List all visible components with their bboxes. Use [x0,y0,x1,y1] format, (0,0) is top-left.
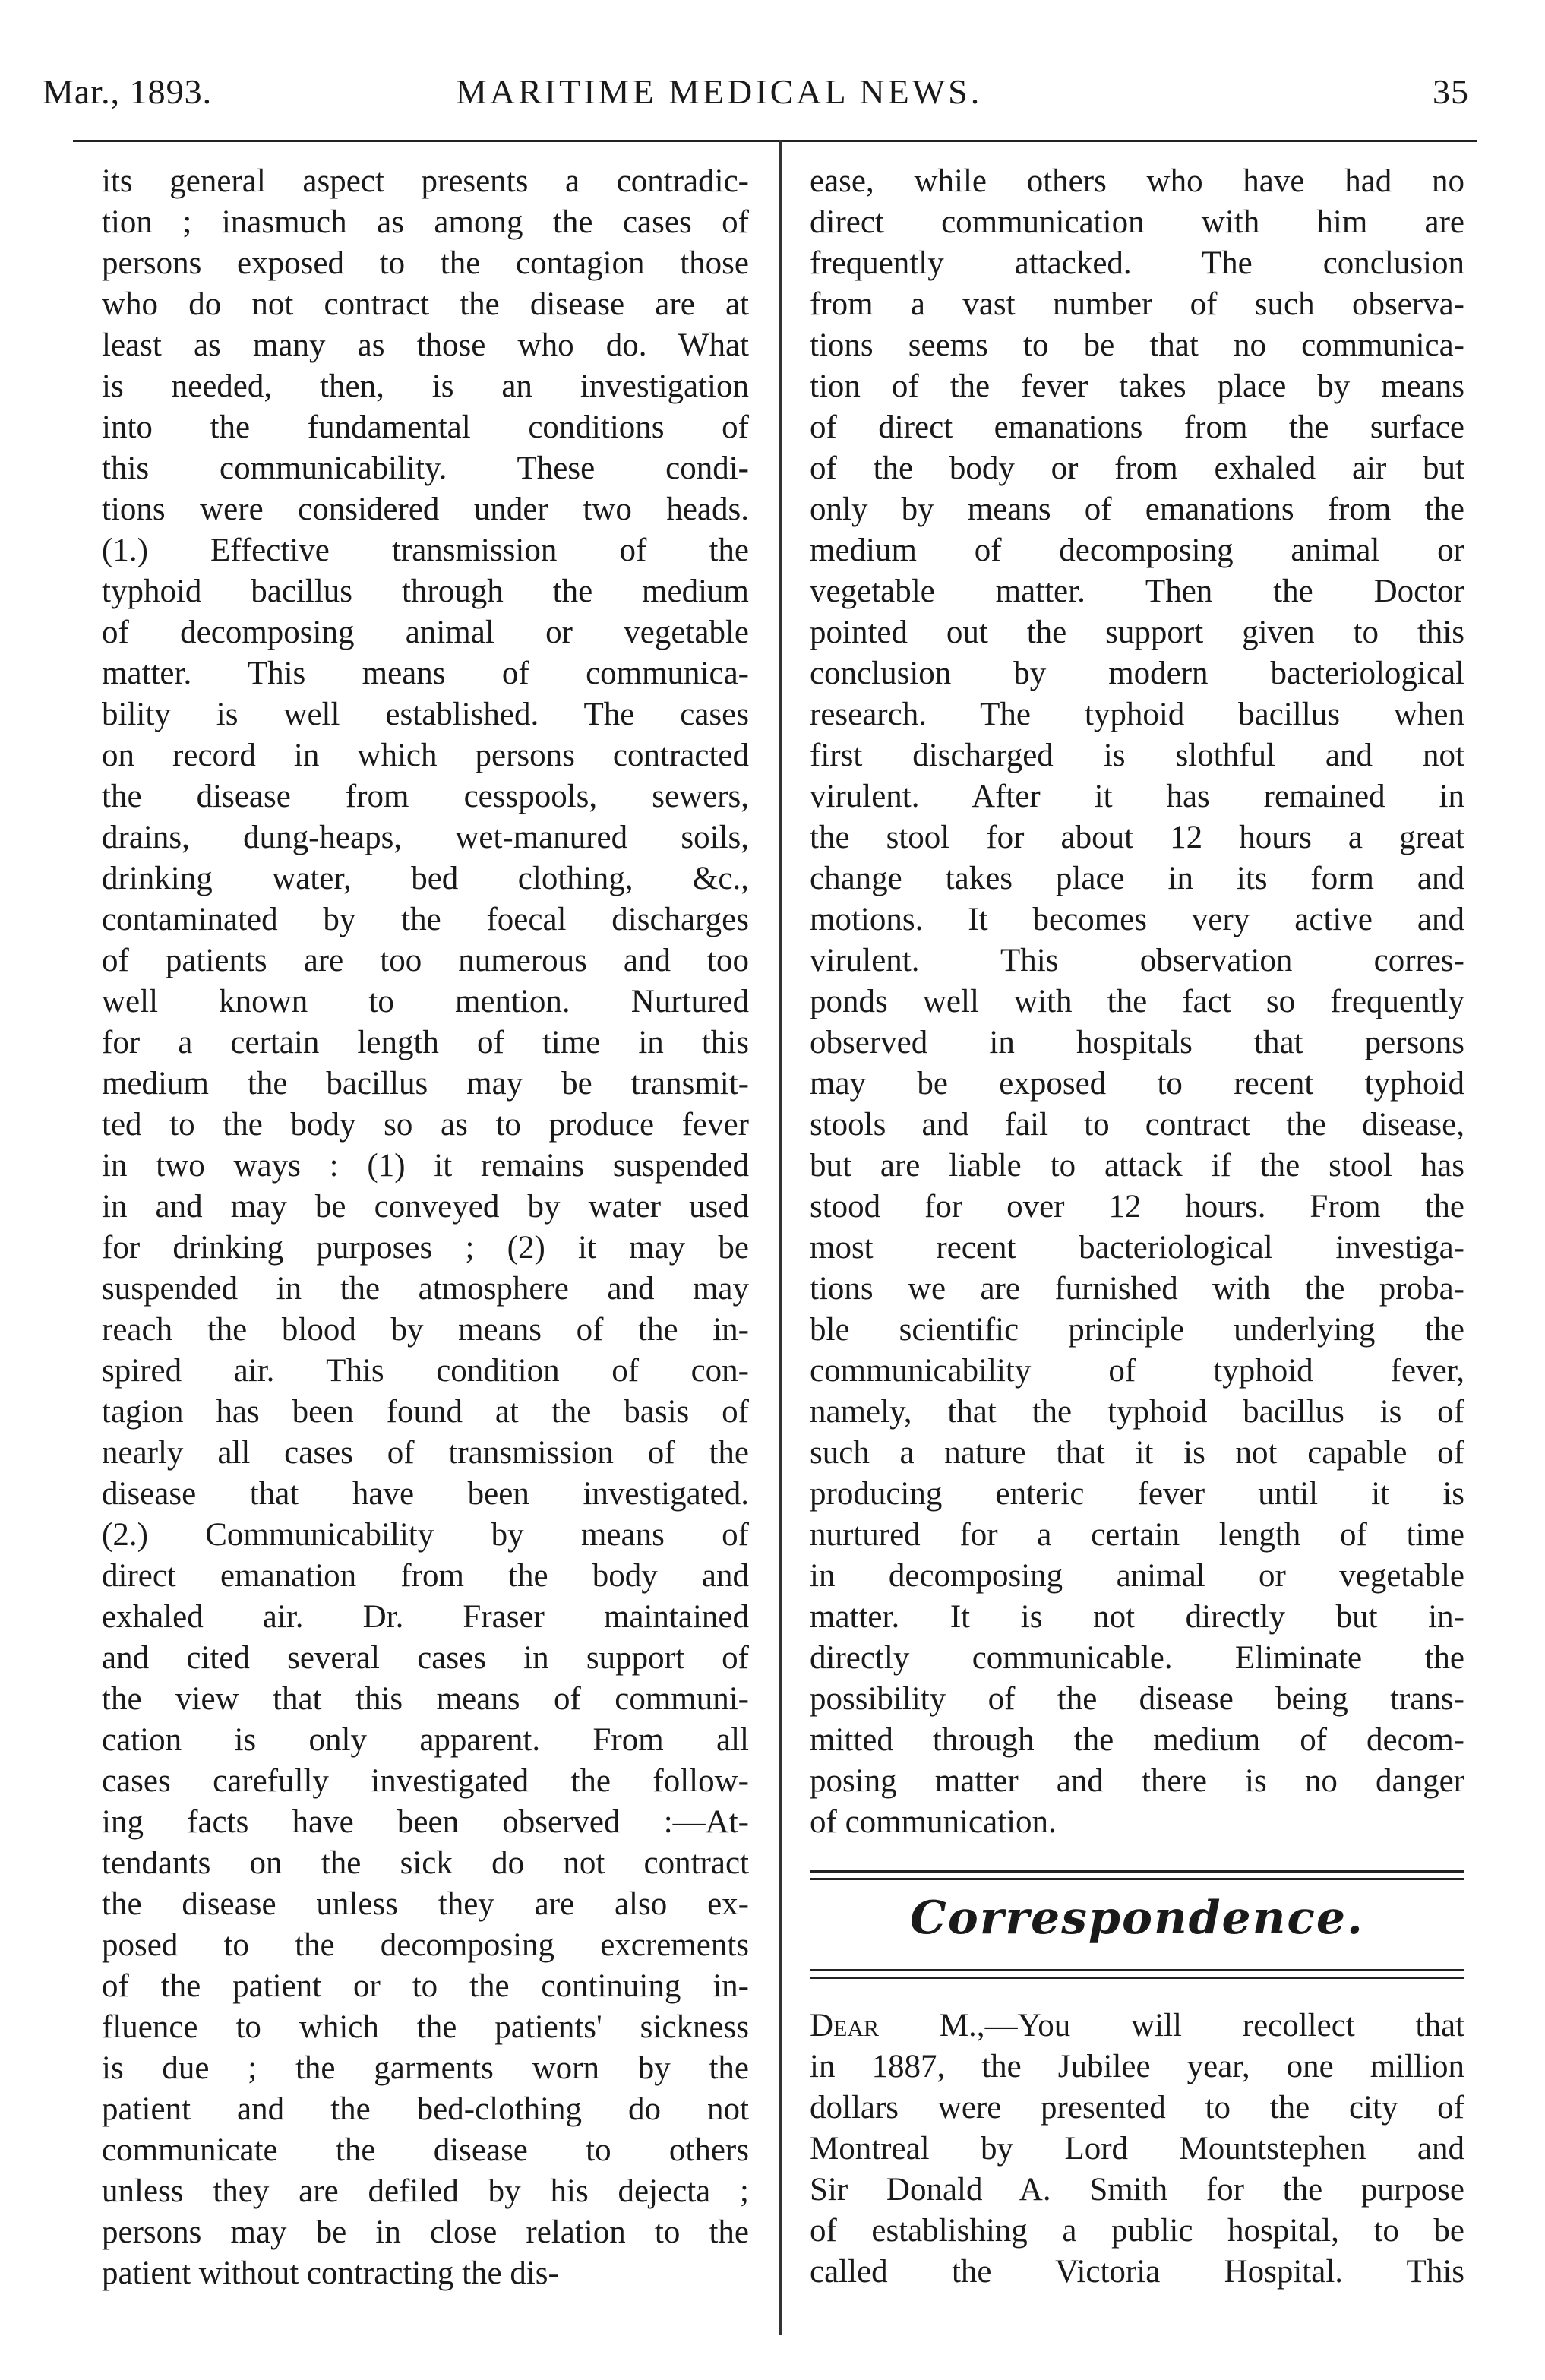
text-line: reach the blood by means of the in- [102,1312,749,1348]
section-title: Correspondence. [910,1892,1364,1945]
text-line: tagion has been found at the basis of [102,1394,749,1430]
text-line: most recent bacteriological investiga- [810,1230,1464,1266]
text-line: disease that have been investigated. [102,1476,749,1512]
text-line: typhoid bacillus through the medium [102,574,749,609]
text-line: only by means of emanations from the [810,491,1464,527]
text-line: for drinking purposes ; (2) it may be [102,1230,749,1266]
text-line: change takes place in its form and [810,861,1464,896]
text-line: tendants on the sick do not contract [102,1845,749,1881]
text-line: (1.) Effective transmission of the [102,533,749,568]
text-line: may be exposed to recent typhoid [810,1066,1464,1102]
text-line: but are liable to attack if the stool has [810,1148,1464,1184]
letter-line: dollars were presented to the city of [810,2090,1464,2126]
text-line: virulent. This observation corres- [810,943,1464,978]
text-line: first discharged is slothful and not [810,738,1464,773]
text-line: pointed out the support given to this [810,615,1464,650]
text-line: nearly all cases of transmission of the [102,1435,749,1471]
text-line: from a vast number of such observa- [810,286,1464,322]
text-line: ing facts have been observed :—At- [102,1804,749,1840]
text-line: is needed, then, is an investigation [102,368,749,404]
text-line: ble scientific principle underlying the [810,1312,1464,1348]
text-line: motions. It becomes very active and [810,902,1464,937]
text-line: in two ways : (1) it remains suspended [102,1148,749,1184]
text-line: matter. It is not directly but in- [810,1599,1464,1635]
text-line: virulent. After it has remained in [810,779,1464,814]
text-line: directly communicable. Eliminate the [810,1640,1464,1676]
text-line: tion ; inasmuch as among the cases of [102,204,749,240]
text-line: who do not contract the disease are at [102,286,749,322]
text-line: cation is only apparent. From all [102,1722,749,1758]
letter-line: of establishing a public hospital, to be [810,2213,1464,2249]
right-column [810,161,1464,1843]
text-line: unless they are defiled by his dejecta ; [102,2173,749,2209]
text-line: the disease unless they are also ex- [102,1886,749,1922]
text-line: drinking water, bed clothing, &c., [102,861,749,896]
text-line: of direct emanations from the surface [810,409,1464,445]
text-line: producing enteric fever until it is [810,1476,1464,1512]
text-line: such a nature that it is not capable of [810,1435,1464,1471]
text-line: into the fundamental conditions of [102,409,749,445]
text-line: posing matter and there is no danger [810,1763,1464,1799]
journal-title: MARITIME MEDICAL NEWS. [456,72,983,111]
text-line: tions were considered under two heads. [102,491,749,527]
text-line: tions we are furnished with the proba- [810,1271,1464,1307]
text-line: is due ; the garments worn by the [102,2050,749,2086]
text-line: the stool for about 12 hours a great [810,820,1464,855]
text-line: stools and fail to contract the disease, [810,1107,1464,1143]
page-number: 35 [1433,72,1469,111]
text-line: possibility of the disease being trans- [810,1681,1464,1717]
text-line: contaminated by the foecal discharges [102,902,749,937]
text-line: the view that this means of communi- [102,1681,749,1717]
text-line: fluence to which the patients' sickness [102,2009,749,2045]
text-line: spired air. This condition of con- [102,1353,749,1389]
text-line: direct communication with him are [810,204,1464,240]
section-rule-bottom [810,1969,1464,1980]
text-line: communicate the disease to others [102,2132,749,2168]
text-line: persons may be in close relation to the [102,2214,749,2250]
text-line: (2.) Communicability by means of [102,1517,749,1553]
text-line: ease, while others who have had no [810,163,1464,199]
text-line: frequently attacked. The conclusion [810,245,1464,281]
text-line: of the patient or to the continuing in- [102,1968,749,2004]
text-line: of decomposing animal or vegetable [102,615,749,650]
section-rule-top [810,1870,1464,1881]
text-line: direct emanation from the body and [102,1558,749,1594]
text-line: patient and the bed-clothing do not [102,2091,749,2127]
text-line: bility is well established. The cases [102,697,749,732]
text-line: suspended in the atmosphere and may [102,1271,749,1307]
text-line: well known to mention. Nurtured [102,984,749,1019]
letter-line: Sir Donald A. Smith for the purpose [810,2172,1464,2208]
letter-line: —You will recollect that [984,2008,1464,2043]
text-line: cases carefully investigated the follow- [102,1763,749,1799]
text-line: this communicability. These condi- [102,450,749,486]
text-line: namely, that the typhoid bacillus is of [810,1394,1464,1430]
issue-date: Mar., 1893. [43,72,213,111]
text-line: stood for over 12 hours. From the [810,1189,1464,1225]
text-line: medium the bacillus may be transmit- [102,1066,749,1102]
page-header [30,61,1474,122]
text-line: persons exposed to the contagion those [102,245,749,281]
text-line: on record in which persons contracted [102,738,749,773]
text-line: its general aspect presents a contradic- [102,163,749,199]
text-line: research. The typhoid bacillus when [810,697,1464,732]
text-line: mitted through the medium of decom- [810,1722,1464,1758]
text-line: tion of the fever takes place by means [810,368,1464,404]
text-line: and cited several cases in support of [102,1640,749,1676]
correspondence-letter [810,2005,1464,2293]
text-line: for a certain length of time in this [102,1025,749,1060]
text-line: ted to the body so as to produce fever [102,1107,749,1143]
letter-line: called the Victoria Hospital. This [810,2254,1464,2290]
letter-line: in 1887, the Jubilee year, one million [810,2049,1464,2084]
text-line: patient without contracting the dis- [102,2255,559,2291]
left-column [102,161,749,2294]
text-line: posed to the decomposing excrements [102,1927,749,1963]
column-divider [779,140,782,2335]
header-rule [73,140,1477,142]
text-line: observed in hospitals that persons [810,1025,1464,1060]
text-line: communicability of typhoid fever, [810,1353,1464,1389]
text-line: of the body or from exhaled air but [810,450,1464,486]
text-line: drains, dung-heaps, wet-manured soils, [102,820,749,855]
text-line: least as many as those who do. What [102,327,749,363]
text-line: exhaled air. Dr. Fraser maintained [102,1599,749,1635]
text-line: ponds well with the fact so frequently [810,984,1464,1019]
text-line: in decomposing animal or vegetable [810,1558,1464,1594]
text-line: medium of decomposing animal or [810,533,1464,568]
text-line: nurtured for a certain length of time [810,1517,1464,1553]
text-line: vegetable matter. Then the Doctor [810,574,1464,609]
text-line [810,2005,1464,2047]
text-line: of patients are too numerous and too [102,943,749,978]
letter-line: Montreal by Lord Mountstephen and [810,2131,1464,2167]
text-line: tions seems to be that no communica- [810,327,1464,363]
text-line: in and may be conveyed by water used [102,1189,749,1225]
text-line: of communication. [810,1804,1057,1840]
text-line: conclusion by modern bacteriological [810,656,1464,691]
text-line: the disease from cesspools, sewers, [102,779,749,814]
text-line: matter. This means of communica- [102,656,749,691]
letter-salutation: Dear M., [810,2008,985,2043]
